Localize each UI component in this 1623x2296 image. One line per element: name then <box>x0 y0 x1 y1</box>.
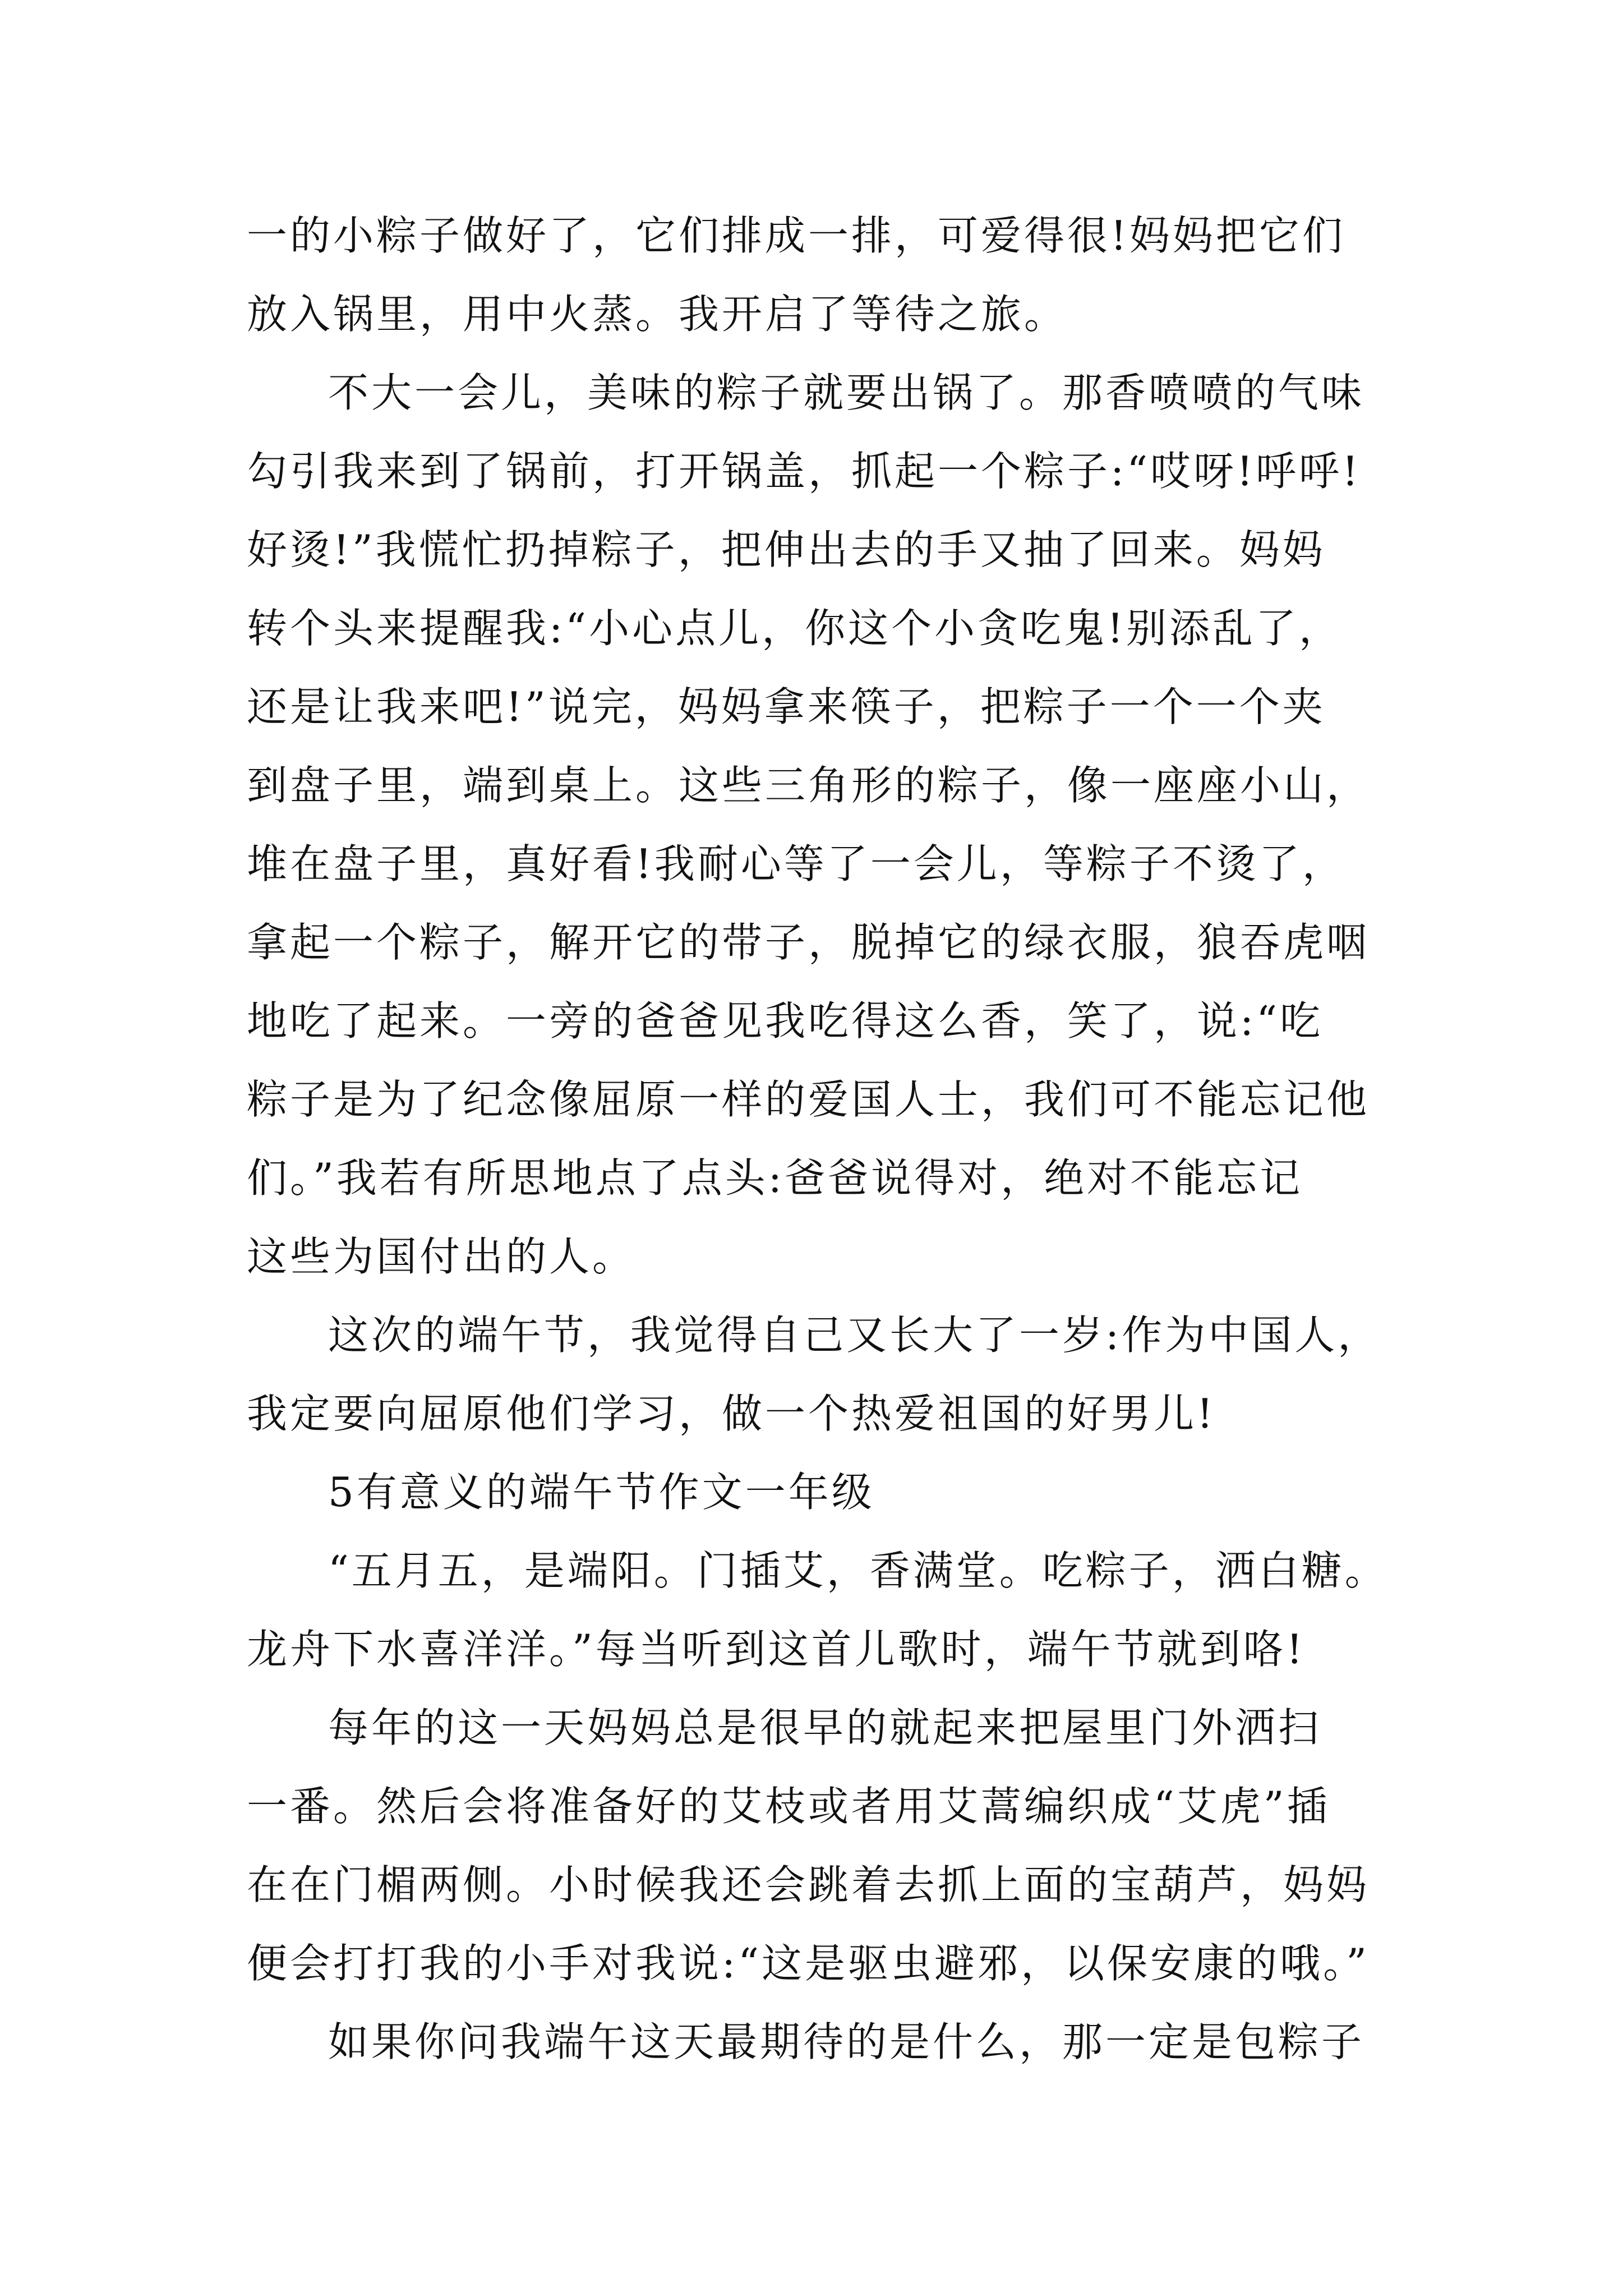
text-line: 转个头来提醒我:“小心点儿，你这个小贪吃鬼!别添乱了， <box>247 605 1343 652</box>
text-line: 便会打打我的小手对我说:“这是驱虫避邪，以保安康的哦。” <box>247 1940 1370 1987</box>
text-line: 地吃了起来。一旁的爸爸见我吃得这么香，笑了，说:“吃 <box>247 997 1324 1045</box>
text-line: 勾引我来到了锅前，打开锅盖，抓起一个粽子:“哎呀!呼呼! <box>247 448 1361 495</box>
text-line: 们。”我若有所思地点了点头:爸爸说得对，绝对不能忘记 <box>247 1154 1303 1202</box>
text-line: 这些为国付出的人。 <box>247 1233 636 1280</box>
paragraph-start-line: 如果你问我端午这天最期待的是什么，那一定是包粽子 <box>328 2018 1365 2065</box>
text-line: 到盘子里，端到桌上。这些三角形的粽子，像一座座小山， <box>247 762 1370 809</box>
paragraph-start-line: 这次的端午节，我觉得自己又长大了一岁:作为中国人， <box>328 1312 1381 1359</box>
text-line: 在在门楣两侧。小时候我还会跳着去抓上面的宝葫芦，妈妈 <box>247 1861 1370 1908</box>
text-line: 一的小粽子做好了，它们排成一排，可爱得很!妈妈把它们 <box>247 212 1345 259</box>
text-line: 粽子是为了纪念像屈原一样的爱国人士，我们可不能忘记他 <box>247 1076 1370 1123</box>
paragraph-start-line: “五月五，是端阳。门插艾，香满堂。吃粽子，洒白糖。 <box>328 1547 1388 1594</box>
section-heading: 5有意义的端午节作文一年级 <box>328 1469 875 1516</box>
text-line: 龙舟下水喜洋洋。”每当听到这首儿歌时，端午节就到咯! <box>247 1626 1306 1673</box>
text-line: 放入锅里，用中火蒸。我开启了等待之旅。 <box>247 291 1068 338</box>
paragraph-start-line: 不大一会儿，美味的粽子就要出锅了。那香喷喷的气味 <box>328 369 1365 416</box>
text-line: 拿起一个粽子，解开它的带子，脱掉它的绿衣服，狼吞虎咽 <box>247 919 1370 966</box>
text-line: 还是让我来吧!”说完，妈妈拿来筷子，把粽子一个一个夹 <box>247 683 1326 730</box>
text-line: 我定要向屈原他们学习，做一个热爱祖国的好男儿! <box>247 1390 1216 1437</box>
text-line: 好烫!”我慌忙扔掉粽子，把伸出去的手又抽了回来。妈妈 <box>247 526 1326 573</box>
text-line: 一番。然后会将准备好的艾枝或者用艾蒿编织成“艾虎”插 <box>247 1783 1330 1830</box>
text-line: 堆在盘子里，真好看!我耐心等了一会儿，等粽子不烫了， <box>247 840 1345 887</box>
paragraph-start-line: 每年的这一天妈妈总是很早的就起来把屋里门外洒扫 <box>328 1704 1322 1751</box>
